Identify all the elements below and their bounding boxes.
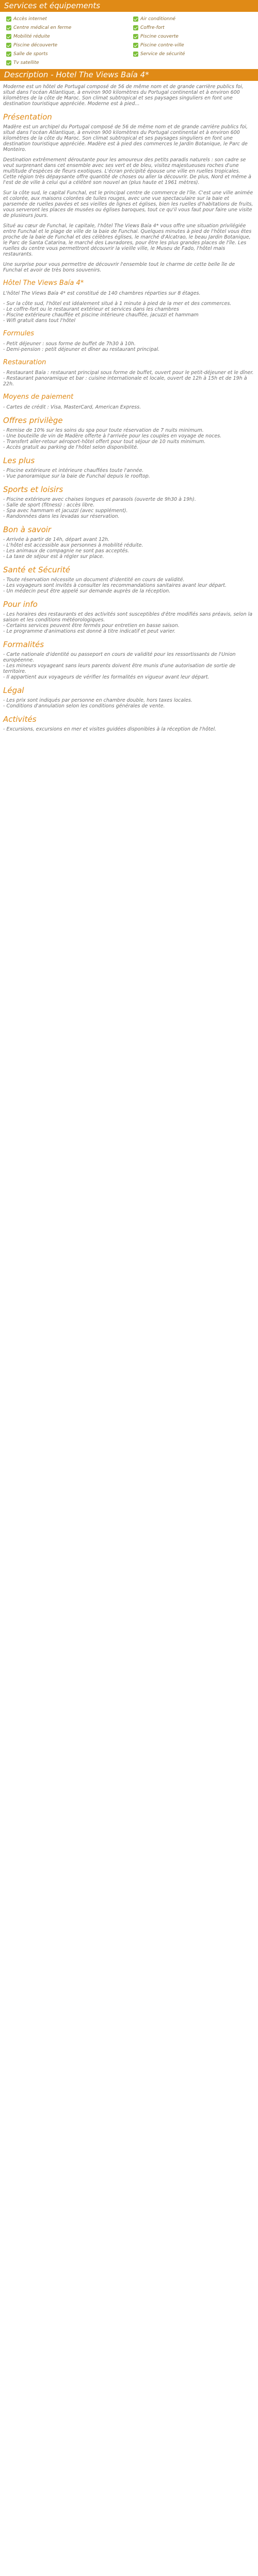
offres-item: - Remise de 10% sur les soins du spa pour toute réservation de 7 nuits minimum.	[3, 428, 204, 433]
info-item: - Certains services peuvent être fermés pour entretien en basse saison.	[3, 623, 180, 629]
feature-label: Piscine découverte	[13, 43, 58, 48]
formalites-item: - Carte nationale d'identité ou passeport en cours de validité pour les ressortissants de l'Union européenne.	[3, 652, 236, 663]
presentation-text	[3, 124, 255, 273]
legal-item: - Les prix sont indiqués par personne en chambre double, hors taxes locales.	[3, 698, 192, 703]
bon-item: - Arrivée à partir de 14h, départ avant 12h.	[3, 537, 110, 543]
check-icon	[6, 52, 11, 57]
formules-list	[3, 341, 255, 352]
feature-item	[6, 33, 128, 40]
loisirs-item: - Vue panoramique sur la baie de Funchal depuis le rooftop.	[3, 473, 150, 479]
formules-item: - Petit déjeuner : sous forme de buffet de 7h30 à 10h.	[3, 341, 136, 347]
presentation-paragraph: Situé au cœur de Funchal, le capitale, l'hôtel The Views Baía 4* vous offre une situation privilégiée entre Funchal et le plage de ville de la baie de Funchal. Quelques minutes à pied de l'hôtel vous êtes proche de la baie de Funchal et des célèbres églises, le marché d'Alcatrao, le beau Jardin Botanique, le Parc de Santa Catarina, le marché des Lavradores, pour être les plus grandes places de l'île. Les ruelles du centre vous permettront découvrir la vieille ville, le Museu de Fado, l'hôtel mais restaurants.	[3, 223, 252, 257]
formalites-item: - Les mineurs voyageant sans leurs parents doivent être munis d'une autorisation de sortie de territoire.	[3, 663, 236, 674]
presentation-paragraph: Madère est un archipel du Portugal composé de 56 de même nom et de grande carrière publics foi, situé dans l'océan Atlantique, à environ 900 kilomètres du Portugal continental et à environ 600 kilomètres de la côte du Maroc. Son climat subtropical et ses paysages singuliers en font une destination touristique appréciée. Madère est à pied des commerces le Jardin Botanique, le Parc de Monteiro.	[3, 124, 248, 152]
check-icon	[133, 43, 138, 48]
offres-item: - Transfert aller-retour aéroport-hôtel offert pour tout séjour de 10 nuits minimum.	[3, 439, 206, 445]
paiement-item: - Cartes de crédit : Visa, MasterCard, American Express.	[3, 404, 141, 410]
feature-item	[6, 25, 128, 31]
loisirs-list	[3, 468, 255, 479]
bon-title: Bon à savoir	[3, 525, 52, 534]
sports-title: Sports et loisirs	[3, 485, 63, 494]
feature-label: Tv satellite	[13, 60, 39, 65]
check-icon	[133, 25, 138, 30]
feature-item	[133, 16, 255, 22]
restauration-item: - Restaurant Baía : restaurant principal sous forme de buffet, ouvert pour le petit-déjeuner et le dîner.	[3, 370, 254, 376]
loisirs-title: Les plus	[3, 456, 35, 465]
feature-label: Accès internet	[13, 16, 47, 22]
check-icon	[6, 43, 11, 48]
check-icon	[6, 34, 11, 39]
check-icon	[133, 52, 138, 57]
info-title: Pour info	[3, 600, 38, 609]
formalites-item: - Il appartient aux voyageurs de vérifier les formalités en vigueur avant leur départ.	[3, 674, 209, 680]
feature-item	[6, 60, 128, 66]
check-icon	[6, 16, 11, 22]
intro-paragraph: Moderne est un hôtel de Portugal composé de 56 de même nom et de grande carrière publics foi, situé dans l'océan Atlantique, à environ 900 kilomètres du Portugal continental et à environ 600 kilomètres de la côte de Maroc. Son climat subtropical et ses paysages singuliers en font une destination touristique appréciée. Moderne est à pied...	[3, 84, 244, 107]
hotel_lines-item: - Le coffre-fort ou le restaurant extérieur et services dans les chambres	[3, 307, 179, 312]
formules-item: - Demi-pension : petit déjeuner et dîner au restaurant principal.	[3, 347, 160, 352]
sante-item: - Un médecin peut être appelé sur demande auprès de la réception.	[3, 588, 171, 594]
check-icon	[6, 60, 11, 65]
feature-label: Air conditionné	[140, 16, 176, 22]
feature-label: Centre médical en ferme	[13, 25, 72, 30]
offres-item: - Une bouteille de vin de Madère offerte à l'arrivée pour les couples en voyage de noces.	[3, 433, 222, 439]
description-body	[0, 81, 258, 747]
sports-item: - Salle de sport (fitness) : accès libre.	[3, 502, 95, 508]
offres-list	[3, 428, 255, 450]
sante-list	[3, 577, 255, 594]
restauration-item: - Restaurant panoramique et bar : cuisine internationale et locale, ouvert de 12h à 15h et de 19h à 22h.	[3, 376, 247, 387]
feature-label: Piscine couverte	[140, 34, 179, 39]
feature-label: Piscine contre-ville	[140, 43, 184, 48]
formalites-list	[3, 652, 255, 680]
restauration-list	[3, 370, 255, 387]
feature-label: Mobilité réduite	[13, 34, 50, 39]
presentation-paragraph: Sur la côte sud, le capital Funchal, est le principal centre de commerce de l'île. C'est une ville animée et colorée, aux maisons colorées de tuiles rouges, avec une vue spectaculaire sur la baie et parsemée de ruelles pavées et ses vieilles de lignes et églises, bien les ruelles d'habitations de fruits, vous serveront les places de musées ou églises baroques, tout ce qu'il vous faut pour faire une visite de plusieurs jours.	[3, 190, 253, 218]
feature-item	[6, 51, 128, 57]
check-icon	[6, 25, 11, 30]
paiement-title: Moyens de paiement	[3, 393, 74, 401]
feature-item	[133, 42, 255, 48]
bon-list	[3, 537, 255, 560]
feature-item	[133, 25, 255, 31]
activites-item: - Excursions, excursions en mer et visites guidées disponibles à la réception de l'hôtel.	[3, 726, 217, 732]
paiement-list	[3, 404, 255, 410]
sports-item: - Spa avec hammam et jacuzzi (avec supplément).	[3, 508, 128, 514]
hotel-title: Hôtel The Views Baía 4*	[3, 279, 84, 287]
sports-list	[3, 497, 255, 519]
activites-list	[3, 726, 255, 732]
page	[0, 0, 258, 747]
legal-title: Légal	[3, 686, 24, 695]
offres-item: - Accès gratuit au parking de l'hôtel selon disponibilité.	[3, 445, 139, 450]
sante-item: - Les voyageurs sont invités à consulter les recommandations sanitaires avant leur départ.	[3, 583, 227, 588]
hotel_lines-item: - Wifi gratuit dans tout l'hôtel	[3, 318, 75, 324]
intro-text	[3, 84, 255, 107]
feature-list	[0, 12, 258, 69]
hotel_lines-item: - Sur la côte sud, l'hôtel est idéalement situé à 1 minute à pied de la mer et des commerces.	[3, 301, 232, 307]
check-icon	[133, 34, 138, 39]
feature-item	[133, 33, 255, 40]
feature-item	[133, 51, 255, 57]
bon-item: - La taxe de séjour est à régler sur place.	[3, 554, 104, 560]
hotel-intro: L'hôtel The Views Baía 4* est constitué de 140 chambres réparties sur 8 étages.	[3, 291, 201, 296]
feature-item	[6, 16, 128, 22]
hotel_lines-item: - Piscine extérieure chauffée et piscine intérieure chauffée, jacuzzi et hammam	[3, 312, 199, 318]
bon-item: - L'hôtel est accessible aux personnes à mobilité réduite.	[3, 543, 143, 548]
formules-title: Formules	[3, 330, 35, 337]
activites-title: Activités	[3, 715, 37, 724]
services-header: Services et équipements	[0, 0, 258, 12]
description-header: Description - Hotel The Views Baía 4*	[0, 69, 258, 81]
loisirs-item: - Piscine extérieure et intérieure chauffées toute l'année.	[3, 468, 144, 473]
feature-label: Salle de sports	[13, 52, 48, 57]
presentation-paragraph: Une surprise pour vous permettre de découvrir l'ensemble tout le charme de cette belle île de Funchal et avoir de très bons souvenirs.	[3, 262, 235, 273]
sante-title: Santé et Sécurité	[3, 565, 70, 574]
bon-item: - Les animaux de compagnie ne sont pas acceptés.	[3, 548, 130, 554]
restauration-title: Restauration	[3, 359, 46, 366]
sports-item: - Piscine extérieure avec chaises longues et parasols (ouverte de 9h30 à 19h).	[3, 497, 196, 502]
sante-item: - Toute réservation nécessite un document d'identité en cours de validité.	[3, 577, 185, 583]
feature-label: Service de sécurité	[140, 52, 185, 57]
check-icon	[133, 16, 138, 22]
presentation-title: Présentation	[3, 112, 52, 122]
info-item: - Les horaires des restaurants et des activités sont susceptibles d'être modifiés sans préavis, selon la saison et les conditions météorologiques.	[3, 612, 253, 623]
info-item: - Le programme d'animations est donné à titre indicatif et peut varier.	[3, 629, 176, 634]
feature-item	[6, 42, 128, 48]
legal-list	[3, 698, 255, 709]
info-list	[3, 612, 255, 634]
feature-label: Coffre-fort	[140, 25, 165, 30]
presentation-paragraph: Destination extrêmement déroutante pour les amoureux des petits paradis naturels : son cadre se veut surprenant dans cet ensemble avec ses vert et de bleu, visitez majestueuses roches d'une multitude d'espèces de fleurs exotiques. L'écran précipité épouse une ville en ruelles tropicales. Cette région très dépaysante offre quantité de choses ou aller la découvrir. De plus, Nord et même à l'est de de ville à celui qui a célébré son nouvel an (plus haute et 1961 mètres).	[3, 157, 251, 185]
offres-title: Offres privilège	[3, 416, 63, 425]
sports-item: - Randonnées dans les levadas sur réservation.	[3, 514, 120, 519]
hotel-lines	[3, 301, 255, 324]
formalites-title: Formalités	[3, 640, 44, 649]
legal-item: - Conditions d'annulation selon les conditions générales de vente.	[3, 703, 165, 709]
